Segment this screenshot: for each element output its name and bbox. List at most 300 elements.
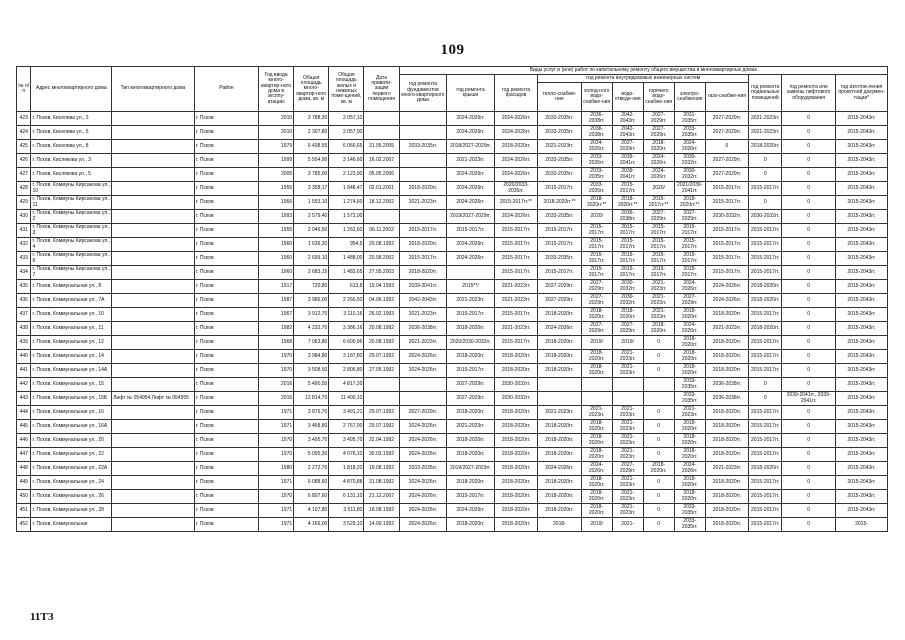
table-cell: 430 (17, 210, 31, 224)
table-cell: г. Псков (194, 196, 258, 210)
table-cell: г. Псков (194, 168, 258, 182)
table-cell: 2018-2020гг. (705, 504, 748, 518)
table-cell (112, 490, 195, 504)
table-cell: 3 876,70 (294, 406, 329, 420)
table-cell: 1 488,00 (329, 252, 364, 266)
table-cell: 3 187,80 (329, 350, 364, 364)
table-cell: 2018-2020гг. (494, 420, 537, 434)
table-cell: г. Псков (194, 252, 258, 266)
table-cell: 2033-2035гг. (538, 210, 581, 224)
col-facade: год ремонта фасадов (494, 75, 537, 112)
table-cell: 2015-2017гг. (705, 266, 748, 280)
table-cell: 2015-2043гг. (836, 308, 888, 322)
table-cell: 2015-2017гг. (674, 252, 705, 266)
table-cell: 2036-2038гг. (705, 392, 748, 406)
table-cell: 6 131,10 (329, 490, 364, 504)
table-cell: 2015-2043гг. (836, 294, 888, 308)
table-cell: 3 912,70 (294, 308, 329, 322)
table-cell: 0 (643, 420, 674, 434)
table-cell: г. Псков, Коммуны Кирсанова ул., 6 (32, 252, 111, 264)
table-cell: 2027-2029гг. (705, 126, 748, 140)
table-row (17, 280, 888, 294)
table-cell: 1999 (259, 154, 294, 168)
table-cell: 2018-2020гг. (612, 308, 643, 322)
table-cell: 2018-2020гг. (643, 462, 674, 476)
table-cell: 2036-2038гг. (705, 378, 748, 392)
table-cell: 2018-2020гг. (447, 322, 495, 336)
table-cell: г. Псков (194, 126, 258, 140)
table-cell: 2018-2020гг. (705, 448, 748, 462)
table-cell: 2024-2026гг. (399, 518, 447, 532)
table-row (17, 336, 888, 350)
table-cell: 2024-2026гг. (494, 112, 537, 126)
table-row (17, 126, 888, 140)
table-cell (112, 350, 195, 364)
table-cell: 2015-2017гг. (749, 308, 782, 322)
table-cell: 0 (782, 224, 836, 238)
table-cell: 30.03.1992 (364, 448, 399, 462)
table-row (17, 462, 888, 476)
table-cell: 2021-2023гг. (399, 336, 447, 350)
table-row (17, 378, 888, 392)
table-cell: 425 (17, 140, 31, 154)
table-cell: 2018-2020гг. (538, 490, 581, 504)
table-cell: 424 (17, 126, 31, 140)
table-cell: 0 (643, 434, 674, 448)
table-cell: 2018-2020гг. (494, 504, 537, 518)
table-cell: 2021-2023гг. (612, 490, 643, 504)
table-cell: 0 (782, 364, 836, 378)
table-cell: 448 (17, 462, 31, 476)
table-cell: 2015-2017гг. (581, 266, 612, 280)
table-cell: г. Псков (194, 448, 258, 462)
table-cell (399, 168, 447, 182)
table-cell: 0 (782, 154, 836, 168)
table-cell: 1917 (259, 280, 294, 294)
table-cell: 2018-2020гг. (494, 140, 537, 154)
table-cell: 2018-2020гг. (581, 364, 612, 378)
table-cell: 2015-2017гг. (749, 224, 782, 238)
table-cell: 1987 (259, 294, 294, 308)
table-cell: 2033-2035гг. (674, 378, 705, 392)
table-cell: 27.05.1992 (364, 364, 399, 378)
table-cell: 2021-2023гг. (643, 308, 674, 322)
table-cell: 445 (17, 420, 31, 434)
table-cell: 2015-2017гг. (538, 224, 581, 238)
table-cell: 2015-2017гг. (749, 336, 782, 350)
table-cell: 2015-2043гг. (836, 336, 888, 350)
table-cell: 2016 (259, 392, 294, 406)
table-cell: г. Псков (194, 308, 258, 322)
table-cell: 2018/2027-2029гг. (447, 140, 495, 154)
table-cell: 432 (17, 238, 31, 252)
table-cell: 2018-2020гг. (538, 448, 581, 462)
table-cell: г. Псков (194, 112, 258, 126)
table-cell (112, 238, 195, 252)
table-cell: 2021-2023гг. (581, 406, 612, 420)
table-cell: 2018-2020гг. (749, 322, 782, 336)
table-cell: 2018-2020гг. (447, 350, 495, 364)
table-cell: 2024-2026гг. (538, 462, 581, 476)
table-cell: 452 (17, 518, 31, 532)
table-cell: 3 511,80 (329, 504, 364, 518)
table-cell: 20.08.1992 (364, 238, 399, 252)
table-cell: 2031-2035гг. (674, 112, 705, 126)
table-cell: 2024-2026гг. (674, 322, 705, 336)
col-house-type: Тип многоквартирного дома (112, 67, 195, 112)
table-cell: 0 (749, 378, 782, 392)
table-cell (112, 420, 195, 434)
table-cell: 2018-2020гг. (581, 448, 612, 462)
table-cell (112, 182, 195, 196)
table-cell: 2021-2023гг. (612, 504, 643, 518)
table-cell: 2018-2020гг. (399, 182, 447, 196)
table-cell: 2015-2017гг. (674, 266, 705, 280)
table-cell: 6 066,65 (329, 140, 364, 154)
table-cell: 2018-2020гг. (538, 434, 581, 448)
table-cell (399, 154, 447, 168)
table-cell: 2015-2017гг. (581, 224, 612, 238)
table-cell: 2024-2026гг. (447, 112, 495, 126)
table-cell: г. Псков, Коммунальная ул., 11 (31, 322, 112, 336)
table-cell: 2015**/ (447, 280, 495, 294)
table-cell: 2033-2035гг. (674, 392, 705, 406)
table-cell: 2021-2023гг. (399, 196, 447, 210)
table-cell: 1955 (259, 224, 294, 238)
col-sewage: водо-отведе-ния (612, 83, 643, 112)
table-row (17, 154, 888, 168)
col-foundation: год ремонта фундаментов много-квартирного дома (399, 75, 447, 112)
table-cell: 435 (17, 280, 31, 294)
table-cell: 0 (782, 322, 836, 336)
table-cell: 2018-2020гг. (538, 336, 581, 350)
table-cell: г. Псков, Киселева ул., 8 (31, 140, 112, 154)
table-cell: 2033-2035гг. (581, 168, 612, 182)
table-cell: 18.12.2002 (364, 196, 399, 210)
table-cell: 3 508,50 (294, 364, 329, 378)
table-cell: 1 262,60 (329, 224, 364, 238)
table-cell: 0 (782, 336, 836, 350)
table-cell: 2018-2020гг. (399, 238, 447, 252)
table-row (17, 182, 888, 196)
table-cell: 31.08.1992 (364, 476, 399, 490)
table-cell: 2015-2017гг. (749, 364, 782, 378)
table-cell: 0 (782, 196, 836, 210)
table-cell: 4 076,10 (329, 448, 364, 462)
table-cell: 2005 (259, 168, 294, 182)
table-cell (447, 266, 495, 280)
table-cell: 2015-2017гг. (612, 224, 643, 238)
table-cell: 4 166,00 (294, 518, 329, 532)
table-cell: 2027-2029гг. (447, 378, 495, 392)
table-cell: 2018-2020гг. (538, 504, 581, 518)
table-row (17, 434, 888, 448)
table-cell: 2024-2026гг. (674, 462, 705, 476)
table-cell: 2 057,10 (329, 112, 364, 126)
table-cell: 2015-2017гг. (581, 252, 612, 266)
table-cell: 0 (782, 448, 836, 462)
table-cell: 2015-2043гг. (836, 154, 888, 168)
table-cell: 2015-2017гг. (643, 238, 674, 252)
table-cell: 0 (782, 140, 836, 154)
table-cell: 2015-2043гг. (836, 182, 888, 196)
table-cell: г. Псков (194, 280, 258, 294)
table-cell: 442 (17, 378, 31, 392)
table-cell: 0 (782, 406, 836, 420)
table-cell: 2 123,90 (329, 168, 364, 182)
table-cell: 427 (17, 168, 31, 182)
table-cell: 3 458,80 (294, 420, 329, 434)
table-cell: 1 636,30 (294, 238, 329, 252)
table-cell: 2015-2043гг. (836, 504, 888, 518)
table-cell: 2018-2020гг. (494, 350, 537, 364)
table-cell: 2039-2041гг. (612, 168, 643, 182)
table-cell: 2027-2029гг. (705, 112, 748, 126)
table-cell: 1 274,60 (329, 196, 364, 210)
table-cell: 2015-2017гг. (494, 336, 537, 350)
table-cell: 0 (782, 252, 836, 266)
col-hot-water: горячего водо-снабже-ния (643, 83, 674, 112)
table-cell: 2018-2020гг. (538, 476, 581, 490)
table-cell: 2021-2023гг. (612, 420, 643, 434)
table-cell: 2018-2020гг. (643, 322, 674, 336)
table-cell: г. Псков (194, 364, 258, 378)
table-cell: 2018-2020гг. (581, 350, 612, 364)
table-cell: 2018-2020гг. (674, 490, 705, 504)
table-cell: 2015-2017гг. (494, 308, 537, 322)
table-cell: 2015-2017гг. (643, 252, 674, 266)
table-cell: 2033-2035гг. (538, 154, 581, 168)
table-cell: 2018-2020гг. (399, 266, 447, 280)
table-cell (399, 378, 447, 392)
table-cell: г. Псков, Коммунальная ул., 28 (31, 504, 112, 518)
table-cell: 2036-2038гг. (581, 112, 612, 126)
table-cell: 2030-2032гг. (705, 210, 748, 224)
table-cell: 2015-2017гг. (705, 238, 748, 252)
table-cell: 2 683,15 (294, 266, 329, 280)
table-cell: 2027-2029гг. (538, 280, 581, 294)
table-cell: 2018-2020гг. (581, 490, 612, 504)
table-cell (112, 280, 195, 294)
table-cell: 05.05.2006 (364, 168, 399, 182)
table-cell: 0 (643, 448, 674, 462)
col-elevator: год ремонта или замены лифтового оборудования (782, 75, 836, 112)
table-cell: 1960 (259, 266, 294, 280)
table-cell: 2015-2043гг. (836, 196, 888, 210)
table-cell (112, 364, 195, 378)
table-cell (538, 378, 581, 392)
table-cell: 2021-2023гг. (612, 364, 643, 378)
table-cell: 428 (17, 182, 31, 196)
table-cell: 2030-2032гг. (674, 154, 705, 168)
table-cell: 21.12.2007 (364, 490, 399, 504)
table-cell: 18.08.1992 (364, 504, 399, 518)
table-cell: 2018-2020гг. (705, 434, 748, 448)
table-cell: 20.08.1992 (364, 322, 399, 336)
table-cell: 1971 (259, 406, 294, 420)
table-cell: 2018-2020гг. (494, 518, 537, 532)
table-cell: г. Псков, Коммунальная ул., 8 (31, 280, 112, 294)
table-cell: г. Псков, Коммунальная ул., 22 (31, 448, 112, 462)
table-cell: 2018-2020гг. (705, 308, 748, 322)
table-cell (112, 336, 195, 350)
table-cell: 2033-2035гг. (581, 182, 612, 196)
table-cell: 2021-2023гг. (674, 406, 705, 420)
table-cell: 2015-2017гг.** (643, 196, 674, 210)
table-cell: 446 (17, 434, 31, 448)
table-cell: 2015-2017гг. (612, 266, 643, 280)
table-cell: 2015-2017гг. (705, 224, 748, 238)
table-cell: 1970 (259, 364, 294, 378)
table-cell: 2020/ (643, 182, 674, 196)
table-cell: 2018-2020гг. (674, 364, 705, 378)
table-cell: г. Псков (194, 350, 258, 364)
table-cell: 2021-2023гг. (612, 476, 643, 490)
table-cell: 2027-2029гг. (581, 322, 612, 336)
table-cell: г. Псков, Коммунальная ул., 14 (31, 350, 112, 364)
table-cell (643, 392, 674, 406)
table-cell: 0 (782, 182, 836, 196)
table-cell: 2021-2023гг. (494, 294, 537, 308)
table-cell (112, 518, 195, 532)
table-cell: г. Псков (194, 336, 258, 350)
table-cell (538, 392, 581, 406)
table-cell: 2021/2039-2041гг. (674, 182, 705, 196)
table-cell: 2 307,80 (294, 126, 329, 140)
table-cell: 2015-2017гг. (399, 252, 447, 266)
table-cell: 2024-2026гг. (705, 280, 748, 294)
table-cell: 2027-2029гг. (447, 392, 495, 406)
table-cell: 2024-2026гг. (581, 140, 612, 154)
table-cell: 2015-2017гг. (749, 406, 782, 420)
table-row (17, 392, 888, 406)
table-cell: г. Псков, Коммунальная ул., 22А (31, 462, 112, 476)
table-header (17, 67, 888, 112)
table-cell: 2021-2023гг. (447, 420, 495, 434)
table-cell: 2015-2017гг. (538, 266, 581, 280)
table-row (17, 490, 888, 504)
table-cell: 6 600,96 (329, 336, 364, 350)
table-cell: 2039-2041гг. (399, 280, 447, 294)
table-cell: 0 (643, 364, 674, 378)
table-cell: 3 358,17 (294, 182, 329, 196)
table-row (17, 518, 888, 532)
table-cell: 2015-2017гг. (494, 266, 537, 280)
table-cell: 2015-2043гг. (836, 126, 888, 140)
table-row (17, 322, 888, 336)
table-cell: 2018-2020гг. (705, 420, 748, 434)
table-cell: 0 (782, 168, 836, 182)
table-cell: г. Псков (194, 224, 258, 238)
col-privatization-date: Дата привати-зации первого помещения (364, 67, 399, 112)
table-cell: 1 482,65 (329, 266, 364, 280)
table-cell: 2015-2017гг. (494, 224, 537, 238)
col-gas: газо-снабже-ния (705, 83, 748, 112)
table-cell: 0 (782, 518, 836, 532)
table-cell: 31.05.2005 (364, 140, 399, 154)
table-cell: 0 (782, 420, 836, 434)
table-cell: 2019/ (581, 518, 612, 532)
table-cell: 2018-2020гг. (494, 406, 537, 420)
table-cell: 2027-2029гг. (705, 168, 748, 182)
table-cell: г. Псков, Коммунальная ул., 7А (31, 294, 112, 308)
page-number: 109 (440, 42, 465, 58)
table-cell: 3 386,16 (329, 322, 364, 336)
table-cell: г. Псков, Коммунальная ул., 15 (31, 378, 112, 392)
table-cell (112, 112, 195, 126)
table-cell: 2018-2020гг. (705, 336, 748, 350)
table-cell: 2027-2029гг. (581, 280, 612, 294)
table-cell: 2030-2032гг. (612, 294, 643, 308)
table-cell: 2015-2017гг. (447, 490, 495, 504)
table-cell: г. Псков, Коммуны Кирсанова ул., 4 (32, 238, 111, 250)
table-cell: 2015-2017гг. (674, 224, 705, 238)
table-cell: 2018-2020гг. (581, 434, 612, 448)
table-cell: 2024-2026гг. (705, 294, 748, 308)
table-cell: 1960 (259, 238, 294, 252)
table-cell (112, 322, 195, 336)
table-cell: 2015-2017гг. (749, 266, 782, 280)
table-cell: 0 (643, 476, 674, 490)
table-cell: г. Псков (194, 434, 258, 448)
table-cell: 436 (17, 294, 31, 308)
table-cell: 2019/2027-2029гг. (447, 462, 495, 476)
table-cell: 2015-2043гг. (836, 378, 888, 392)
col-services-group: Виды услуг и (или) работ по капитальному ремонту общего имущества в многоквартирных домах (399, 67, 887, 75)
table-cell (112, 266, 195, 280)
table-cell: 1971 (259, 420, 294, 434)
table-cell: 2024-2026гг. (494, 168, 537, 182)
table-cell (112, 308, 195, 322)
table-cell: 2019/ (581, 336, 612, 350)
table-cell: 2024-2026гг. (399, 490, 447, 504)
table-cell: 0 (643, 504, 674, 518)
col-cold-water: холод-ного водо-снабже-ния (581, 83, 612, 112)
table-cell: 0 (643, 336, 674, 350)
table-row (17, 294, 888, 308)
col-roof: год ремонта крыши (447, 75, 495, 112)
table-cell: 2030-2032гг. (674, 168, 705, 182)
table-cell: г. Псков (194, 504, 258, 518)
table-cell: 2024-2026гг. (538, 322, 581, 336)
table-cell: г. Псков, Коммуны Кирсанова ул., 3 (32, 224, 111, 236)
table-cell (643, 378, 674, 392)
table-cell: г. Псков (194, 266, 258, 280)
table-cell (112, 126, 195, 140)
table-cell (112, 252, 195, 266)
table-cell: 2019/2027-2029гг. (447, 210, 495, 224)
table-row (17, 350, 888, 364)
table-cell: 2015-2017гг. (581, 238, 612, 252)
table-cell: 2033-2035гг. (538, 112, 581, 126)
table-cell: 2018-2020гг. (581, 420, 612, 434)
table-cell: 2021-2023гг. (749, 112, 782, 126)
table-cell: 2015-2043гг. (836, 476, 888, 490)
table-cell: 2027-2029гг. (538, 294, 581, 308)
col-year-built: Год ввода много-квартир-ного дома в эксплу-атацию (259, 67, 294, 112)
table-cell: 20.08.1992 (364, 336, 399, 350)
table-cell: 2015-2017гг. (749, 420, 782, 434)
table-cell: 2015-2043гг. (836, 420, 888, 434)
table-cell (581, 378, 612, 392)
table-cell: 2018-2020гг. (705, 476, 748, 490)
table-cell: 2 806,80 (329, 364, 364, 378)
table-cell: 1980 (259, 462, 294, 476)
col-address: Адрес многоквартирного дома (31, 67, 112, 112)
table-cell: 29.07.1992 (364, 406, 399, 420)
table-cell: г. Псков (194, 392, 258, 406)
table-cell: 2018- (538, 518, 581, 532)
